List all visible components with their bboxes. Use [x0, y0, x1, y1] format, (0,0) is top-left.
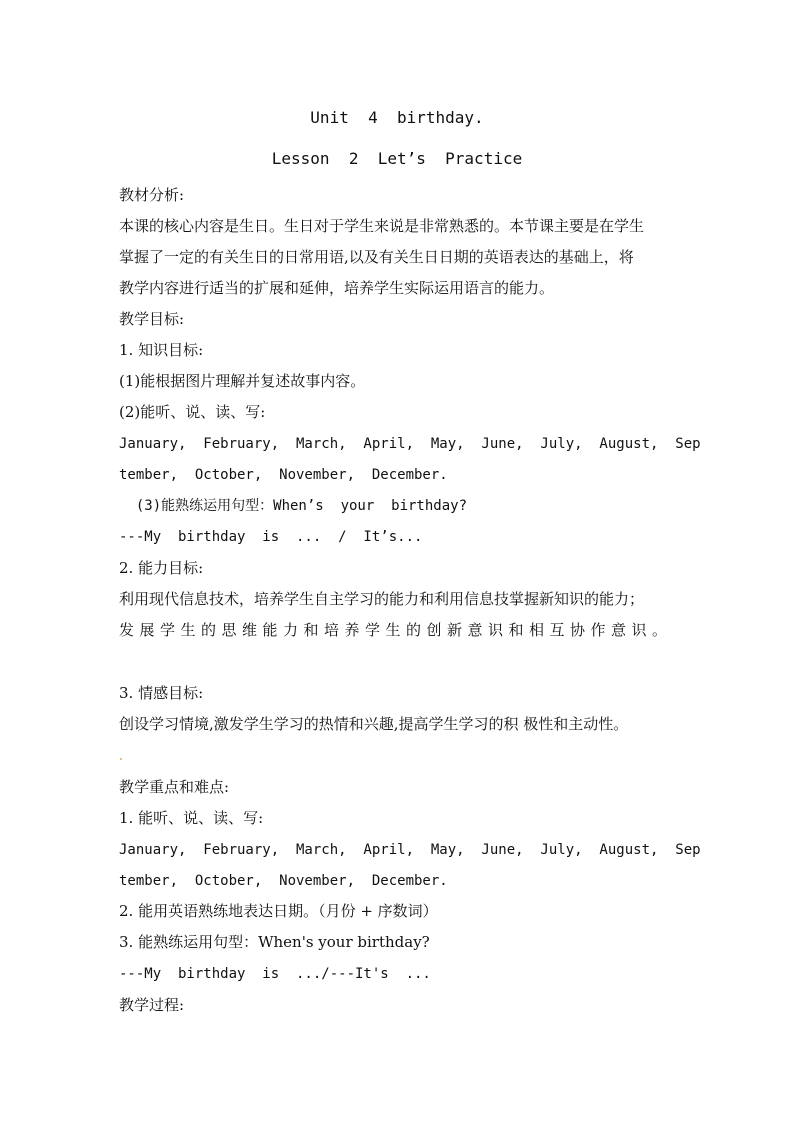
- section-heading-process: 教学过程:: [119, 996, 185, 1014]
- paragraph-line: 教学内容进行适当的扩展和延伸，培养学生实际运用语言的能力。: [119, 279, 555, 297]
- lesson-title: Lesson 2 Let’s Practice: [271, 149, 523, 168]
- list-item: (1)能根据图片理解并复述故事内容。: [119, 372, 366, 390]
- list-item: 1. 能听、说、读、写:: [119, 809, 264, 827]
- section-heading-objectives: 教学目标:: [119, 310, 185, 328]
- months-line: January, February, March, April, May, June, July, August, Sep: [119, 436, 701, 452]
- section-heading-key-points: 教学重点和难点:: [119, 778, 230, 796]
- sentence-pattern: ---My birthday is ... / It’s...: [119, 529, 423, 545]
- subheading-ability: 2. 能力目标:: [119, 559, 204, 577]
- subheading-knowledge: 1. 知识目标:: [119, 341, 204, 359]
- months-line: tember, October, November, December.: [119, 467, 448, 483]
- list-item: 3. 能熟练运用句型：When's your birthday?: [119, 933, 430, 951]
- paragraph-line: 创设学习情境,激发学生学习的热情和兴趣,提高学生学习的积 极性和主动性。: [119, 715, 629, 733]
- list-item: (2)能听、说、读、写:: [119, 403, 266, 421]
- stray-mark: [120, 758, 122, 760]
- list-item: 2. 能用英语熟练地表达日期。（月份 + 序数词）: [119, 902, 438, 920]
- months-line: January, February, March, April, May, June, July, August, Sep: [119, 842, 701, 858]
- section-heading-analysis: 教材分析:: [119, 186, 185, 204]
- months-line: tember, October, November, December.: [119, 873, 448, 889]
- sentence-pattern: (3)能熟练运用句型：When’s your birthday?: [119, 498, 468, 514]
- subheading-emotion: 3. 情感目标:: [119, 684, 204, 702]
- paragraph-line: 利用现代信息技术，培养学生自主学习的能力和利用信息技掌握新知识的能力；: [119, 590, 645, 608]
- paragraph-line: 本课的核心内容是生日。生日对于学生来说是非常熟悉的。本节课主要是在学生: [119, 217, 645, 235]
- paragraph-line: 发展学生的思维能力和培养学生的创新意识和相互协作意识。: [119, 621, 673, 639]
- sentence-pattern: ---My birthday is .../---It's ...: [119, 966, 431, 982]
- unit-title: Unit 4 birthday.: [310, 108, 484, 127]
- paragraph-line: 掌握了一定的有关生日的日常用语,以及有关生日日期的英语表达的基础上，将: [119, 248, 634, 266]
